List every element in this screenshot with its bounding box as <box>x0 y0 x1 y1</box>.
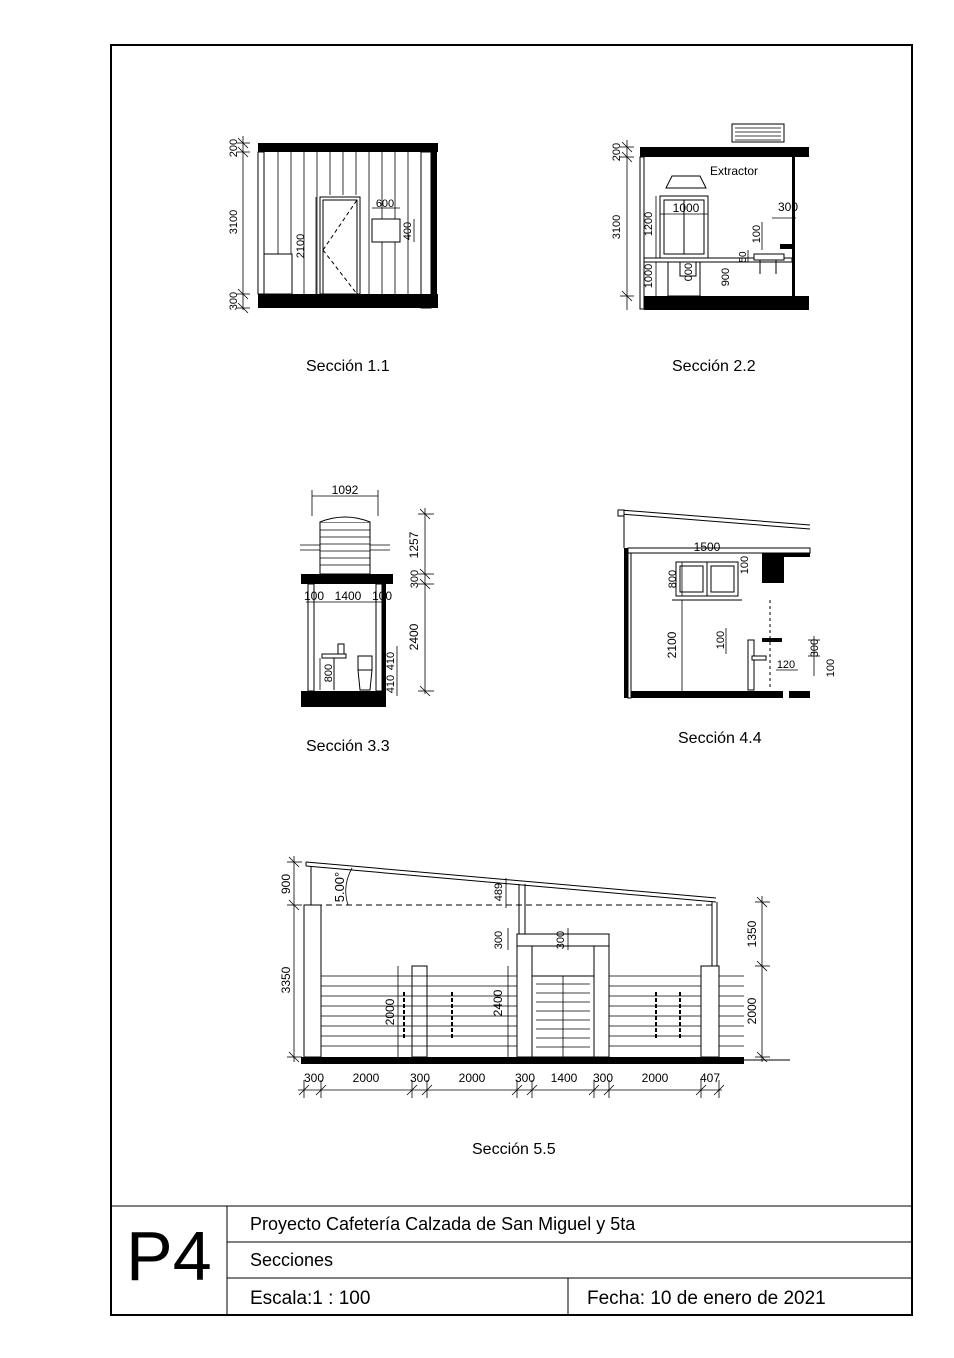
drawing-scale: Escala:1 : 100 <box>250 1288 371 1309</box>
s11-dim-top: 200 <box>228 138 240 158</box>
s55-dim-900: 900 <box>279 873 293 895</box>
s33-dim-right: 100 <box>371 589 393 603</box>
s55-dim-2400: 2400 <box>491 989 505 1017</box>
s22-extractor-label: Extractor <box>709 164 759 178</box>
s33-dim-tank-h: 1257 <box>407 531 421 559</box>
s55-dim-489: 489 <box>493 882 505 902</box>
s33-dim-roof: 300 <box>409 569 421 589</box>
s55-dim-2000b: 2000 <box>745 997 759 1025</box>
s55-dim-3350: 3350 <box>279 966 293 994</box>
s11-dim-window-h: 400 <box>402 221 414 241</box>
s55-bottom-dim: 407 <box>699 1071 721 1085</box>
drawing-date: Fecha: 10 de enero de 2021 <box>587 1288 826 1309</box>
s55-bottom-dim: 2000 <box>458 1071 486 1085</box>
s22-dim-300: 300 <box>777 200 799 214</box>
s22-dim-height: 3100 <box>611 214 623 240</box>
s44-dim-1500: 1500 <box>693 540 721 554</box>
s55-dim-300a: 300 <box>493 930 505 950</box>
s55-bottom-dim: 300 <box>409 1071 431 1085</box>
s44-dim-100b: 100 <box>715 630 727 650</box>
s22-dim-900: 900 <box>720 267 732 287</box>
s11-dim-door: 2100 <box>295 233 307 259</box>
s44-dim-100c: 100 <box>825 658 837 678</box>
s55-bottom-dim: 2000 <box>352 1071 380 1085</box>
section-2-2-title: Sección 2.2 <box>672 358 756 375</box>
s55-dim-300b: 300 <box>555 930 567 950</box>
s33-dim-tank-w: 1092 <box>331 483 359 497</box>
s55-bottom-dim: 2000 <box>641 1071 669 1085</box>
s22-dim-1200: 1200 <box>643 211 655 237</box>
s55-dim-2000a: 2000 <box>383 998 397 1026</box>
sheet-number: P4 <box>126 1217 212 1295</box>
s44-dim-120: 120 <box>776 659 796 671</box>
s11-dim-height: 3100 <box>228 209 240 235</box>
section-5-5-title: Sección 5.5 <box>472 1141 556 1158</box>
s22-dim-100: 100 <box>751 224 763 244</box>
drawing-content: Secciones <box>250 1250 334 1270</box>
s55-slope: 5.00° <box>332 871 347 903</box>
s33-dim-410b: 410 <box>385 674 397 694</box>
s33-dim-wall-h: 2400 <box>407 623 421 651</box>
s44-dim-800: 800 <box>667 569 679 589</box>
s11-dim-window-w: 600 <box>375 198 395 210</box>
s44-dim-100: 100 <box>739 555 751 575</box>
s22-dim-000: 000 <box>683 262 695 282</box>
s33-dim-left: 100 <box>303 589 325 603</box>
section-4-4-title: Sección 4.4 <box>678 730 762 747</box>
s22-dim-1000w: 1000 <box>672 201 700 215</box>
s33-dim-span: 1400 <box>334 589 362 603</box>
project-name: Proyecto Cafetería Calzada de San Miguel y 5ta <box>250 1214 636 1234</box>
s55-bottom-dim: 300 <box>303 1071 325 1085</box>
s22-dim-1000h: 1000 <box>643 263 655 289</box>
s22-dim-top: 200 <box>611 142 623 162</box>
section-5-5-drawing <box>287 856 790 1098</box>
s11-dim-bottom: 300 <box>228 291 240 311</box>
s55-bottom-dim: 300 <box>592 1071 614 1085</box>
s33-dim-sink-h: 800 <box>323 663 335 683</box>
s33-dim-410a: 410 <box>385 651 397 671</box>
s22-dim-50: 50 <box>738 251 749 263</box>
s55-bottom-dim: 1400 <box>550 1071 578 1085</box>
s44-dim-300: 300 <box>809 638 821 658</box>
s55-bottom-dim: 300 <box>514 1071 536 1085</box>
section-3-3-title: Sección 3.3 <box>306 738 390 755</box>
s55-dim-1350: 1350 <box>745 920 759 948</box>
s44-dim-2100: 2100 <box>665 631 679 659</box>
sheet-border <box>111 45 912 1315</box>
section-1-1-title: Sección 1.1 <box>306 358 390 375</box>
